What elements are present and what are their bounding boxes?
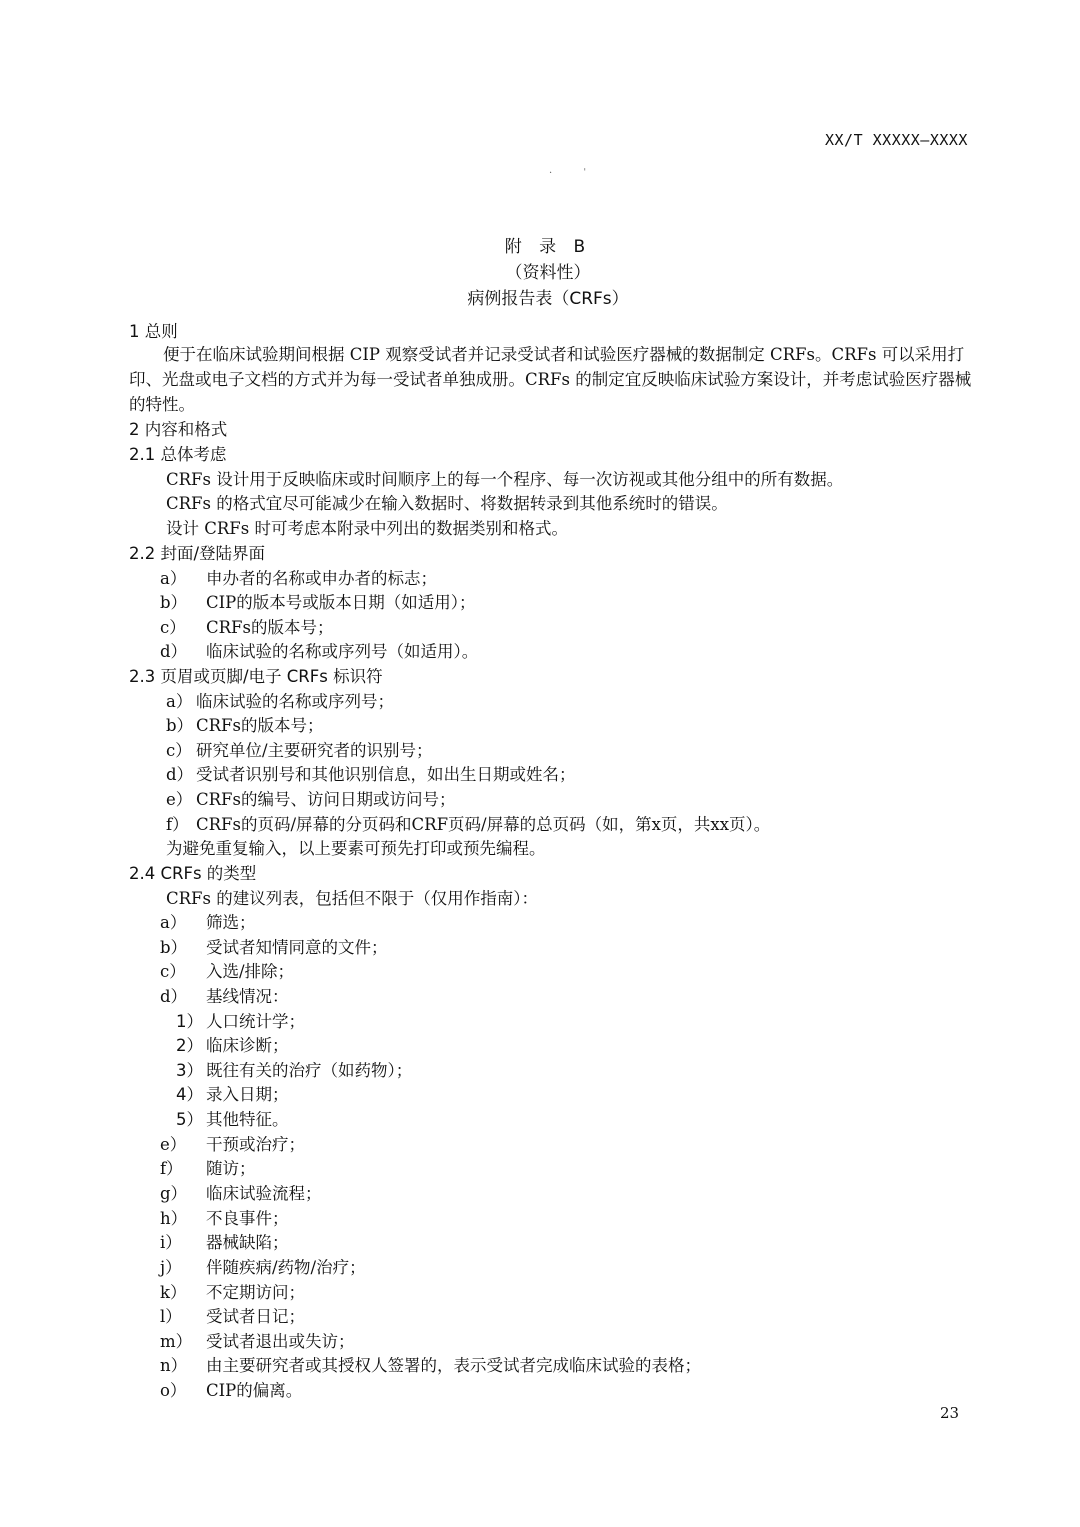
list-label: 3）	[176, 1061, 203, 1080]
list-label: c）	[166, 741, 192, 760]
list-text: 伴随疾病/药物/治疗；	[206, 1258, 366, 1277]
list-label: 1）	[176, 1012, 203, 1031]
list-label: c）	[160, 618, 186, 637]
list-text: 不定期访问；	[206, 1283, 305, 1302]
list-text: CRFs的编号、访问日期或访问号；	[196, 790, 456, 809]
list-text: 录入日期；	[206, 1085, 289, 1104]
page-number: 23	[940, 1404, 960, 1422]
list-text: 临床试验流程；	[206, 1184, 322, 1203]
list-label: 4）	[176, 1085, 203, 1104]
list-label: n）	[160, 1356, 188, 1375]
list-text: 受试者知情同意的文件；	[206, 938, 388, 957]
scan-marks: · ˈ	[549, 168, 601, 179]
list-label: a）	[166, 692, 193, 711]
list-item	[160, 934, 388, 958]
list-item	[160, 589, 476, 613]
appendix-title: 附 录 B	[504, 237, 592, 257]
list-label: b）	[166, 716, 194, 735]
list-label: d）	[166, 765, 194, 784]
list-text: 器械缺陷；	[206, 1233, 289, 1252]
list-label: d）	[160, 987, 188, 1006]
list-label: h）	[160, 1209, 188, 1228]
list-item	[160, 1254, 366, 1278]
list-item	[160, 1279, 305, 1303]
section-2-3-heading: 2.3 页眉或页脚/电子 CRFs 标识符	[129, 667, 383, 686]
list-text: CRFs的版本号；	[206, 618, 334, 637]
list-text: CIP的偏离。	[206, 1381, 303, 1400]
section-2-heading: 2 内容和格式	[129, 420, 228, 439]
list-text: 临床试验的名称或序列号；	[196, 692, 394, 711]
sub-list-item	[176, 1057, 412, 1081]
list-label: a）	[160, 569, 187, 588]
section-2-1-heading: 2.1 总体考虑	[129, 445, 227, 464]
list-text: CIP的版本号或版本日期（如适用）；	[206, 593, 476, 612]
list-label: f）	[166, 815, 189, 834]
list-item	[160, 638, 478, 662]
list-text: 研究单位/主要研究者的识别号；	[196, 741, 433, 760]
list-text: 受试者日记；	[206, 1307, 305, 1326]
appendix-subject: 病例报告表（CRFs）	[467, 289, 629, 309]
list-label: 5）	[176, 1110, 203, 1129]
list-item	[160, 565, 437, 589]
section-2-2-heading: 2.2 封面/登陆界面	[129, 544, 266, 563]
list-item	[166, 761, 576, 785]
list-text: 其他特征。	[206, 1110, 289, 1129]
section-2-1-line: 设计 CRFs 时可考虑本附录中列出的数据类别和格式。	[166, 519, 568, 538]
list-item	[160, 1205, 289, 1229]
list-label: i）	[160, 1233, 182, 1252]
standard-code: XX/T XXXXX—XXXX	[825, 131, 968, 149]
list-label: b）	[160, 593, 188, 612]
list-text: CRFs的版本号；	[196, 716, 324, 735]
list-text: 随访；	[206, 1159, 256, 1178]
list-label: 2）	[176, 1036, 203, 1055]
list-text: 临床试验的名称或序列号（如适用）。	[206, 642, 479, 661]
list-item	[160, 614, 333, 638]
appendix-type: （资料性）	[505, 263, 591, 283]
sub-list-item	[176, 1106, 289, 1130]
section-2-1-line: CRFs 的格式宜尽可能减少在输入数据时、将数据转录到其他系统时的错误。	[166, 494, 728, 513]
list-text: 基线情况：	[206, 987, 289, 1006]
list-label: a）	[160, 913, 187, 932]
list-text: 人口统计学；	[206, 1012, 305, 1031]
list-label: e）	[166, 790, 193, 809]
list-label: e）	[160, 1135, 187, 1154]
section-1-text: 便于在临床试验期间根据 CIP 观察受试者并记录受试者和试验医疗器械的数据制定 CRFs。CRFs 可以采用打印、光盘或电子文档的方式并为每一受试者单独成册。CRFs 的制定宜反映临床试验方案设计，并考虑试验医疗器械的特性。	[129, 345, 972, 414]
list-text: 申办者的名称或申办者的标志；	[206, 569, 437, 588]
list-label: d）	[160, 642, 188, 661]
list-item	[166, 786, 455, 810]
section-1-heading: 1 总则	[129, 322, 178, 341]
sub-list-item	[176, 1081, 289, 1105]
list-item	[160, 1303, 305, 1327]
list-text: 由主要研究者或其授权人签署的，表示受试者完成临床试验的表格；	[206, 1356, 701, 1375]
list-label: k）	[160, 1283, 187, 1302]
section-2-4-intro: CRFs 的建议列表，包括但不限于（仅用作指南）：	[166, 889, 538, 908]
list-item	[160, 1180, 322, 1204]
list-item	[166, 811, 770, 835]
list-text: 临床诊断；	[206, 1036, 289, 1055]
list-text: 筛选；	[206, 913, 256, 932]
list-label: j）	[160, 1258, 182, 1277]
section-1-paragraph	[129, 342, 974, 417]
list-item	[166, 712, 323, 736]
list-item	[160, 1229, 289, 1253]
list-text: 受试者识别号和其他识别信息，如出生日期或姓名；	[196, 765, 576, 784]
list-label: f）	[160, 1159, 183, 1178]
list-item	[160, 1328, 355, 1352]
section-2-1-line: CRFs 设计用于反映临床或时间顺序上的每一个程序、每一次访视或其他分组中的所有数据。	[166, 470, 844, 489]
list-item	[160, 1352, 701, 1376]
list-item	[160, 1131, 305, 1155]
list-label: g）	[160, 1184, 188, 1203]
list-text: 干预或治疗；	[206, 1135, 305, 1154]
list-item	[160, 983, 289, 1007]
list-label: o）	[160, 1381, 187, 1400]
list-item	[160, 909, 256, 933]
sub-list-item	[176, 1032, 289, 1056]
list-label: c）	[160, 962, 186, 981]
list-item	[166, 688, 394, 712]
sub-list-item	[176, 1008, 305, 1032]
list-text: CRFs的页码/屏幕的分页码和CRF页码/屏幕的总页码（如，第x页，共xx页）。	[196, 815, 771, 834]
section-2-3-note: 为避免重复输入，以上要素可预先打印或预先编程。	[166, 839, 546, 858]
list-item	[166, 737, 433, 761]
list-label: m）	[160, 1332, 193, 1351]
list-text: 受试者退出或失访；	[206, 1332, 355, 1351]
section-2-4-heading: 2.4 CRFs 的类型	[129, 864, 257, 883]
list-text: 入选/排除；	[206, 962, 295, 981]
list-label: b）	[160, 938, 188, 957]
list-text: 不良事件；	[206, 1209, 289, 1228]
list-item	[160, 1155, 256, 1179]
list-item	[160, 1377, 302, 1401]
list-item	[160, 958, 294, 982]
list-text: 既往有关的治疗（如药物）；	[206, 1061, 413, 1080]
list-label: l）	[160, 1307, 182, 1326]
